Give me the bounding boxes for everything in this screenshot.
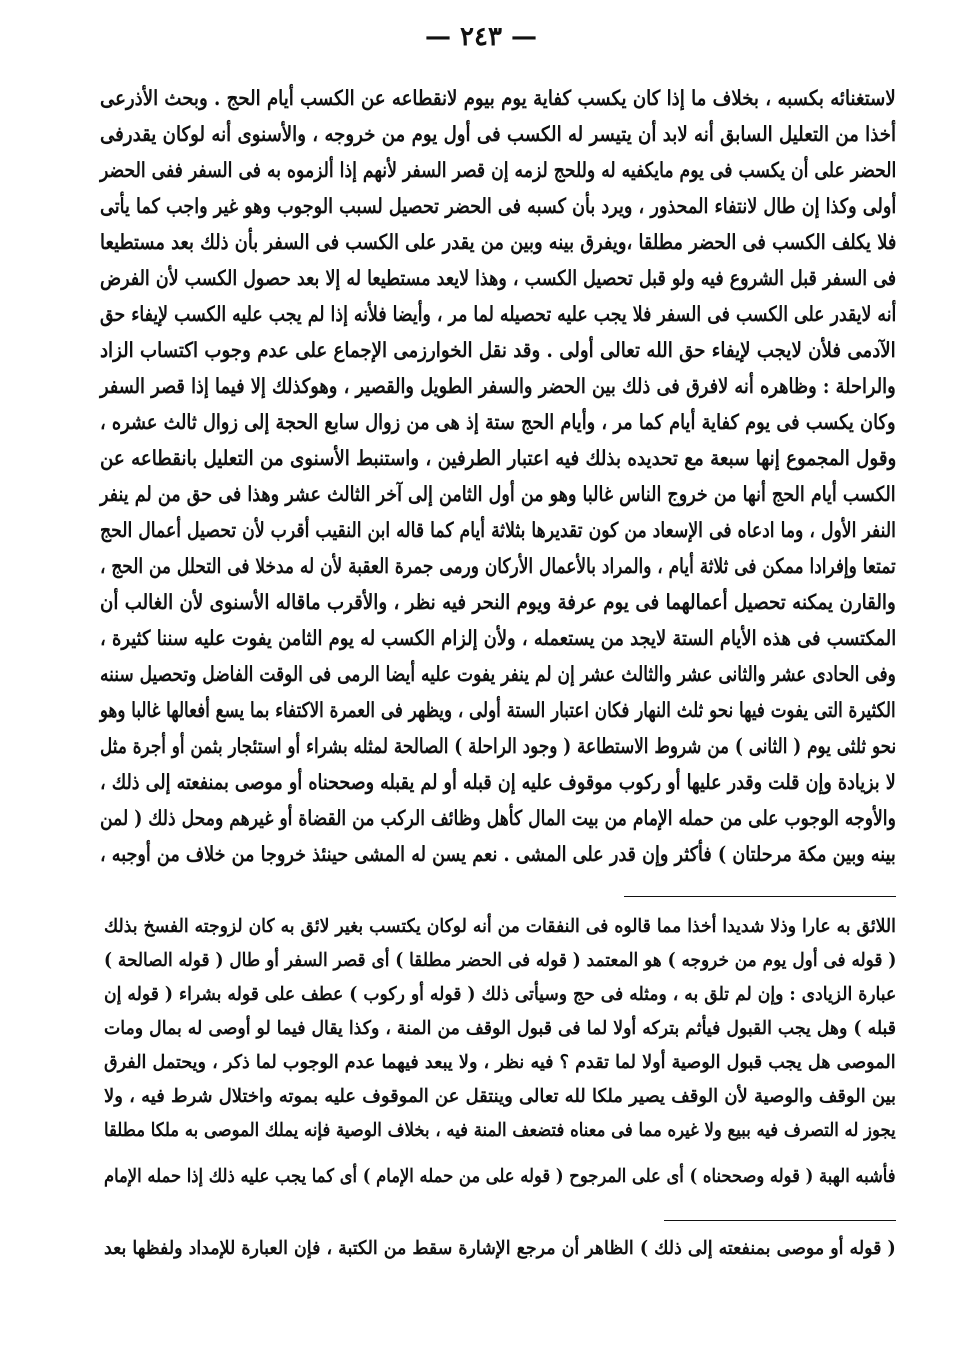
main-line: أنه لايقدر على الكسب فى السفر فلا يجب عليه تحصيله لما مر ، وأيضا فلأنه إذا لم يجب عليه الكسب لإيفاء حق [99, 302, 896, 326]
main-line: وفى الحادى عشر والثانى عشر والثالث عشر إن لم ينفر يفوت عليه أيضا الرمى فى الوقت الفاضل وتحصيل سننه [100, 662, 896, 686]
main-line: الكثيرة التى يفوت فيها نحو ثلث النهار فكان اعتبار الستة أولى ، ويظهر فى العمرة الاكتفاء بما يسع أفعالها غالبا وهو [100, 698, 896, 722]
footnote-divider-2 [664, 1220, 896, 1221]
main-line: النفر الأول ، وما ادعاه فى الإسعاد من كون تقديرها بثلاثة أيام كما قاله ابن النقيب أقرب لأن تحصيل أعمال الحج [100, 518, 896, 542]
main-line: والقارن يمكنه تحصيل أعمالهما فى يوم عرفة ويوم النحر فيه نظر ، والأقرب ماقاله الأسنوى لأن الغالب أن [100, 590, 896, 614]
footnote-line: فأشبه الهبة ( قوله وصححناه ) أى على المرجوح ( قوله على من حمله الإمام ) أى كما يجب عليه ذلك إذا حمله الإمام [104, 1166, 896, 1187]
main-line: فى السفر قبل الشروع فيه ولو قبل تحصيل الكسب ، وهذا لايعد مستطيعا له إلا بعد حصول الكسب لأن الفرض [99, 266, 896, 290]
main-line: المكتسب فى هذه الأيام الستة لايجد من يستعمله ، ولأن إلزام الكسب له يوم الثامن يفوت عليه سننا كثيرة ، [99, 626, 896, 650]
main-line: الحضر على أن يكسب فى يوم مايكفيه له وللحج لزمه إن قصر السفر لأنهم إذا ألزموه به فى السفر ففى الحضر [99, 158, 896, 182]
footnote-line: اللائق به عارا وذلا شديدا أخذا مما قالوه فى النفقات من أنه لوكان يكتسب بغير لائق به كان لزوجته الفسخ بذلك [104, 916, 896, 937]
footnote-line: عبارة الزيادى : وإن لم تلق به ، ومثله فى حج وسيأتى ذلك ( قوله أو ركوب ) عطف على قوله بشراء ( قوله إن [103, 984, 896, 1005]
footnote-line: ( قوله فى أول يوم من خروجه ) هو المعتمد ( قوله فى الحضر مطلقا ) أى قصر السفر أو طال ( قوله الصالحة ) [103, 950, 896, 971]
main-line: بينه وبين مكة مرحلتان ) فأكثر وإن قدر على المشى . نعم يسن له المشى حينئذ خروجا من خلاف من أوجبه ، [100, 842, 896, 866]
main-line: أخذا من التعليل السابق أنه لابد أن يتيسر له الكسب فى أول يوم من خروجه ، والأسنوى أنه لوكان يقدرفى [99, 122, 896, 146]
main-line: لا بزيادة وإن قلت وقدر عليها أو ركوب موقوف عليه إن قبله أو لم يقبله وصححناه أو موصى بمنفعته إلى ذلك ، [100, 770, 896, 794]
footnote-line: الموصى هل يجب قبول الوصية أولا لما تقدم ؟ فيه نظر ، ولا يبعد فيهما عدم الوجوب لما ذكر ، ويحتمل الفرق [104, 1052, 896, 1073]
main-line: والراحلة : وظاهره أنه لافرق فى ذلك بين الحضر والسفر الطويل والقصير ، وهوكذلك إلا فيما إذا قصر السفر [100, 374, 896, 398]
main-line: وكان يكسب فى يوم كفاية أيام كما مر ، وأيام الحج ستة إذ هى من زوال سابع الحجة إلى زوال ثالث عشره ، [100, 410, 896, 434]
main-line: الآدمى فلأن لايجب لإيفاء حق الله تعالى أولى . وقد نقل الخوارزمى الإجماع على عدم وجوب اكتساب الزاد [100, 338, 896, 362]
main-line: الكسب أيام الحج أنها من خروج الناس غالبا وهو من أول الثامن إلى آخر الثالث عشر وهذا فى حق من لم ينفر [100, 482, 896, 506]
main-line: وقول المجموع إنها سبعة مع تحديده بذلك فيه اعتبار الطرفين ، واستنبط الأسنوى من التعليل بانقطاعه عن [99, 446, 896, 470]
main-line: لاستغنائه بكسبه ، بخلاف ما إذا كان يكسب كفاية يوم بيوم لانقطاعه عن الكسب أيام الحج . وبحث الأذرعى [100, 86, 896, 110]
main-line: والأوجه الوجوب على من حمله الإمام من بيت المال كأهل وظائف الركب من القضاة أو غيرهم ومحل ذلك ( لمن [100, 806, 896, 830]
page-number: — ٢٤٣ — [424, 22, 538, 52]
main-line: أولى وكذا إن طال لانتفاء المحذور ، ويرد بأن كسبه فى الحضر تحصيل لسبب الوجوب وهو غير واجب كما يأتى [99, 194, 896, 218]
main-line: فلا يكلف الكسب فى الحضر مطلقا ،ويفرق بينه وبين من يقدر على الكسب فى السفر بأن ذلك بعد مستطيعا [99, 230, 896, 254]
main-line: تمتعا وإفرادا ممكن فى ثلاثة أيام ، والمراد بالأعمال الأركان ورمى جمرة العقبة لأن له مدخلا فى التحلل من الحج ، [100, 554, 896, 578]
main-line: نحو ثلثى يوم ( الثانى ) من شروط الاستطاعة ( وجود الراحلة ) الصالحة لمثله بشراء أو استئجار بثمن أو أجرة مثل [99, 734, 896, 758]
footnote-line: بين الوقف والوصية لأن الوقف يصير ملكا لله تعالى وينتقل عن الموقوف عليه بموته واختلال شرط فيه ، ولا [104, 1086, 896, 1107]
footnote-line: يجوز له التصرف فيه ببيع ولا غيره مما فى معناه فتضعف المنة فيه ، بخلاف الوصية فإنه يملك الموصى به ملكا مطلقا [104, 1120, 896, 1141]
footnote-line: ( قوله أو موصى بمنفعته إلى ذلك ) الظاهر أن مرجع الإشارة سقط من الكتبة ، فإن العبارة للإمداد ولفظها بعد [104, 1238, 896, 1259]
footnote-divider [624, 896, 896, 897]
footnote-line: قبله ) وهل يجب القبول فيأثم بتركه أولا لما فى قبول الوقف من المنة ، وكذا يقال فيما لو أوصى له بمال ومات [103, 1018, 896, 1039]
